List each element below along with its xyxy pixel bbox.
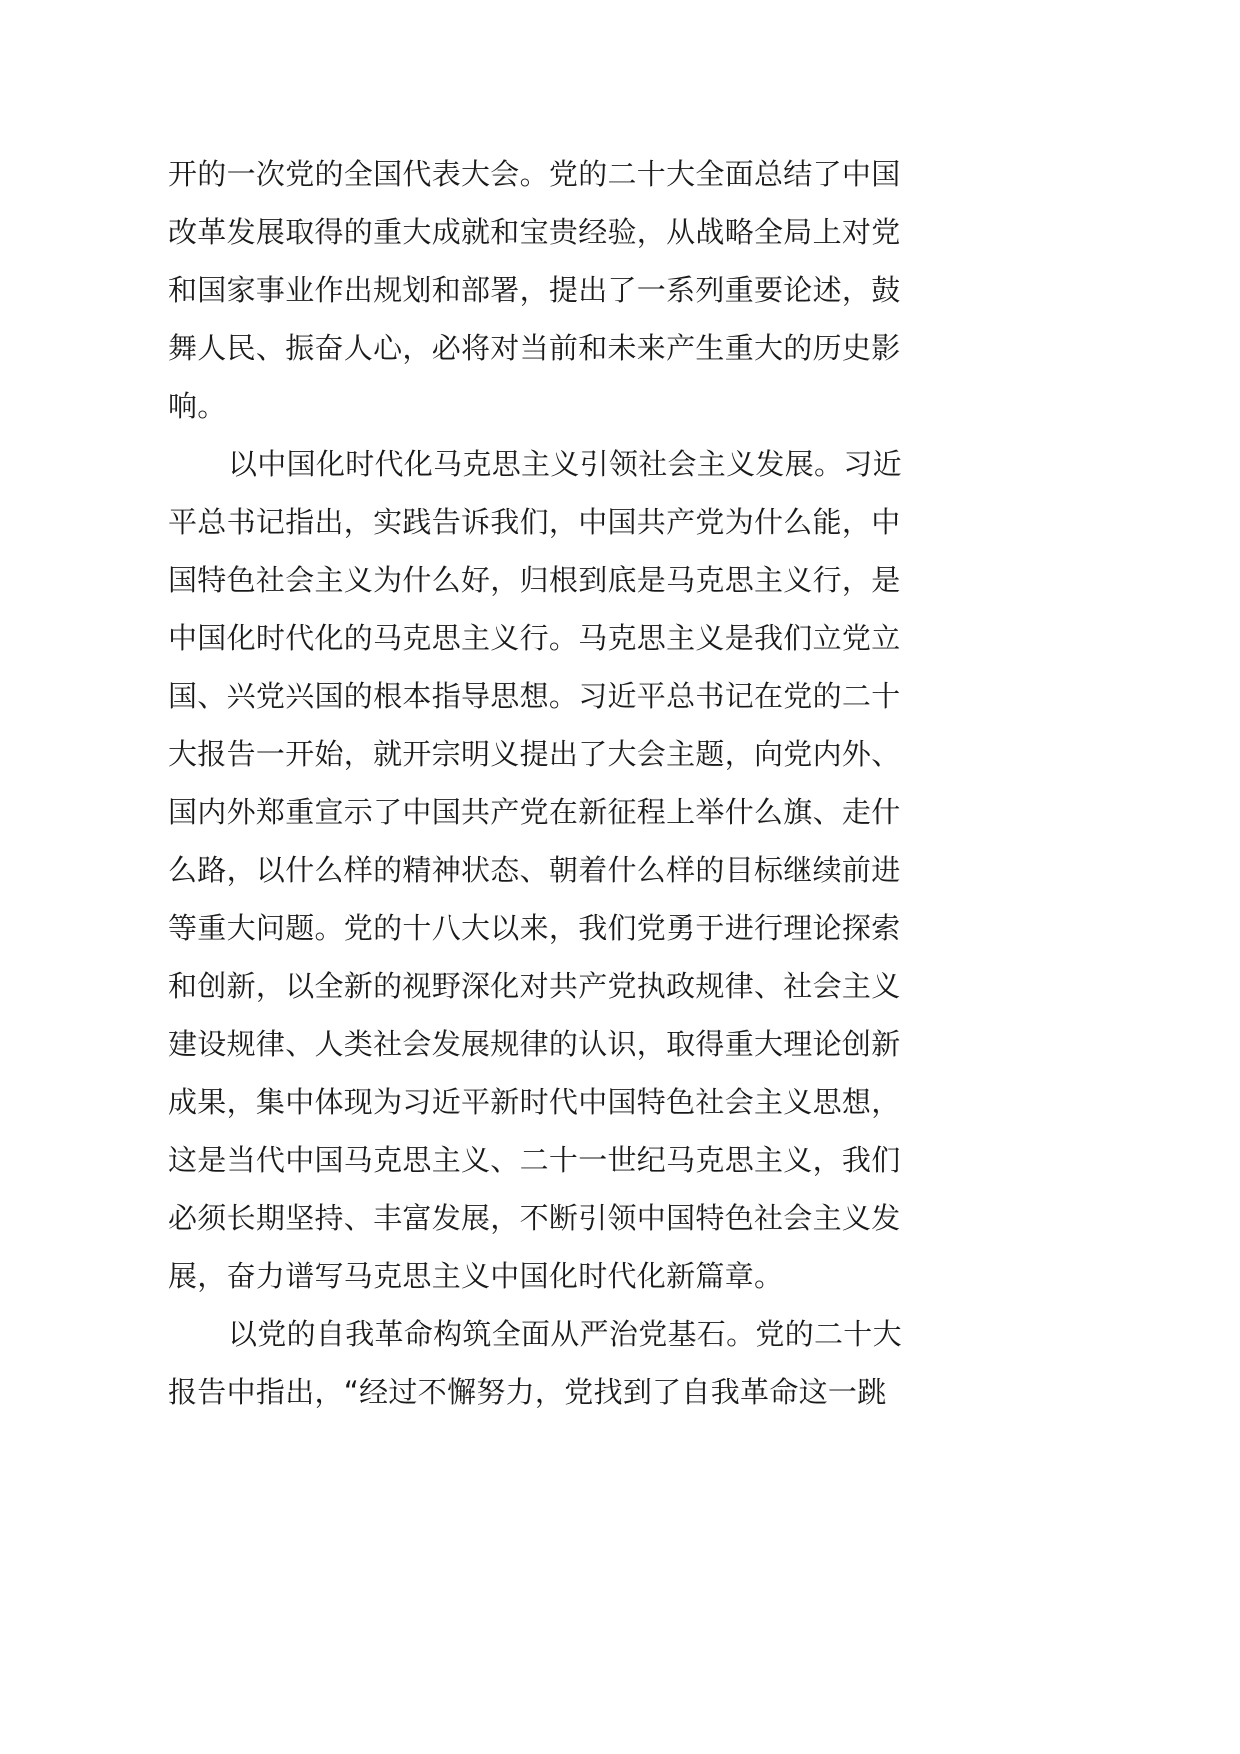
text-line: 国内外郑重宣示了中国共产党在新征程上举什么旗、走什 xyxy=(168,795,901,829)
text-line: 和国家事业作出规划和部署，提出了一系列重要论述，鼓 xyxy=(168,273,901,307)
text-line: 中国化时代化的马克思主义行。马克思主义是我们立党立 xyxy=(168,621,901,655)
paragraph-start-line: 以中国化时代化马克思主义引领社会主义发展。习近 xyxy=(228,447,902,481)
text-line: 响。 xyxy=(168,389,227,423)
text-line: 么路，以什么样的精神状态、朝着什么样的目标继续前进 xyxy=(168,853,901,887)
text-line: 和创新，以全新的视野深化对共产党执政规律、社会主义 xyxy=(168,969,901,1003)
text-line: 报告中指出，“经过不懈努力，党找到了自我革命这一跳 xyxy=(168,1375,887,1409)
text-line: 必须长期坚持、丰富发展，不断引领中国特色社会主义发 xyxy=(168,1201,901,1235)
text-line: 开的一次党的全国代表大会。党的二十大全面总结了中国 xyxy=(168,157,901,191)
text-line: 改革发展取得的重大成就和宝贵经验，从战略全局上对党 xyxy=(168,215,901,249)
text-line: 建设规律、人类社会发展规律的认识，取得重大理论创新 xyxy=(168,1027,901,1061)
paragraph-start-line: 以党的自我革命构筑全面从严治党基石。党的二十大 xyxy=(228,1317,902,1351)
text-line: 这是当代中国马克思主义、二十一世纪马克思主义，我们 xyxy=(168,1143,901,1177)
text-line: 等重大问题。党的十八大以来，我们党勇于进行理论探索 xyxy=(168,911,901,945)
text-line: 平总书记指出，实践告诉我们，中国共产党为什么能，中 xyxy=(168,505,901,539)
text-line: 国、兴党兴国的根本指导思想。习近平总书记在党的二十 xyxy=(168,679,901,713)
text-line: 舞人民、振奋人心，必将对当前和未来产生重大的历史影 xyxy=(168,331,901,365)
text-line: 国特色社会主义为什么好，归根到底是马克思主义行，是 xyxy=(168,563,901,597)
text-line: 大报告一开始，就开宗明义提出了大会主题，向党内外、 xyxy=(168,737,901,771)
text-line: 成果，集中体现为习近平新时代中国特色社会主义思想， xyxy=(168,1085,901,1119)
body-text xyxy=(168,145,943,1421)
text-line: 展，奋力谱写马克思主义中国化时代化新篇章。 xyxy=(168,1259,784,1293)
